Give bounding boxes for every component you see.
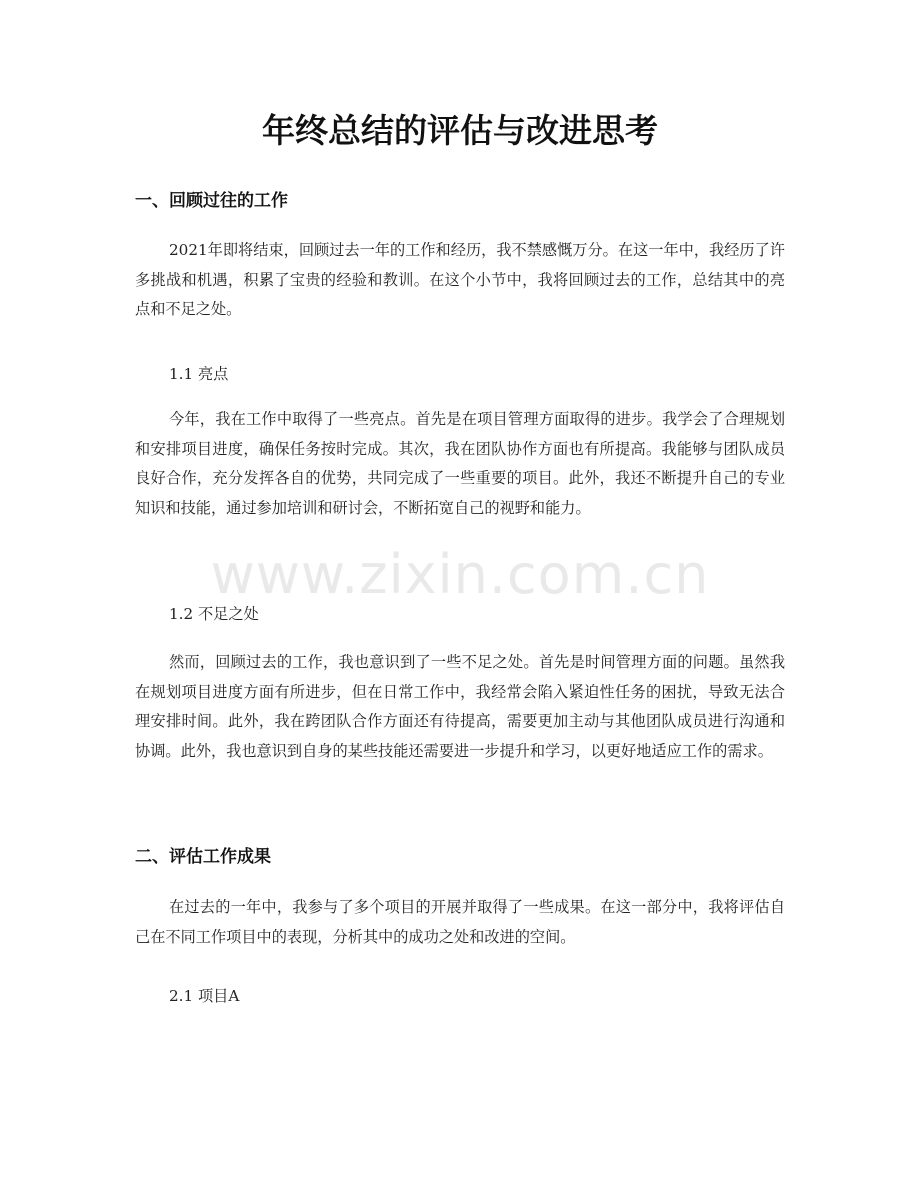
subsection-1-2-text: 然而，回顾过去的工作，我也意识到了一些不足之处。首先是时间管理方面的问题。虽然我在规划项目进度方面有所进步，但在日常工作中，我经常会陷入紧迫性任务的困扰，导致无法合理安排时间。此外，我在跨团队合作方面还有待提高，需要更加主动与其他团队成员进行沟通和协调。此外，我也意识到自身的某些技能还需要进一步提升和学习，以更好地适应工作的需求。 [135, 653, 785, 760]
watermark: www.zixin.com.cn [210, 543, 710, 606]
page-title: 年终总结的评估与改进思考 [262, 111, 658, 150]
subsection-heading-2-1: 2.1 项目A [169, 987, 240, 1005]
section-heading-2: 二、评估工作成果 [135, 847, 271, 867]
subsection-heading-1-1: 1.1 亮点 [169, 365, 229, 383]
subsection-heading-1-2: 1.2 不足之处 [169, 605, 259, 623]
section-1-intro: 2021年即将结束，回顾过去一年的工作和经历，我不禁感慨万分。在这一年中，我经历了许多挑战和机遇，积累了宝贵的经验和教训。在这个小节中，我将回顾过去的工作，总结其中的亮点和不足之处。 [135, 241, 785, 318]
section-heading-1: 一、回顾过往的工作 [135, 191, 288, 211]
subsection-1-1-text: 今年，我在工作中取得了一些亮点。首先是在项目管理方面取得的进步。我学会了合理规划和安排项目进度，确保任务按时完成。其次，我在团队协作方面也有所提高。我能够与团队成员良好合作，充分发挥各自的优势，共同完成了一些重要的项目。此外，我还不断提升自己的专业知识和技能，通过参加培训和研讨会，不断拓宽自己的视野和能力。 [135, 410, 785, 517]
section-2-intro: 在过去的一年中，我参与了多个项目的开展并取得了一些成果。在这一部分中，我将评估自己在不同工作项目中的表现，分析其中的成功之处和改进的空间。 [135, 898, 785, 946]
